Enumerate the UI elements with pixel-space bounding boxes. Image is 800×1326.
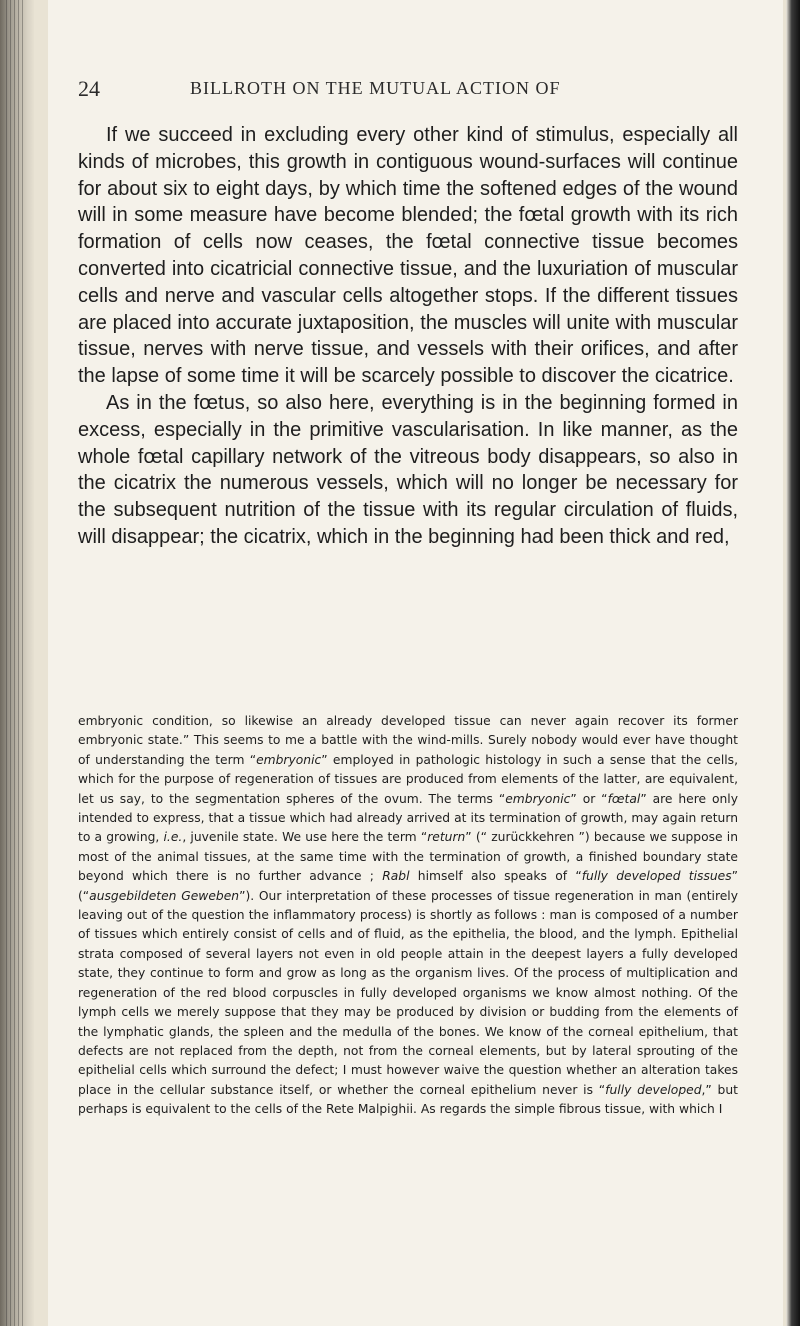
footnote-italic: return [427, 830, 466, 845]
footnote-text: ,” but perhaps is equivalent to the cells of the Rete Malpighii. As regards the simple fibrous tissue, with which I [78, 1082, 738, 1117]
footnote-italic: fœtal [607, 791, 641, 806]
page-header [78, 72, 738, 108]
page-edge-shadow [786, 0, 800, 1326]
footnote-text: , juvenile state. We use here the term “ [182, 830, 428, 845]
footnote-text: ” (“ zurückkehren ”) because we suppose in most of the animal tissues, at the same time with the termination of growth, a finished boundary state beyond which there is no further advance ; [78, 830, 738, 884]
footnote-text: ” or “ [570, 791, 608, 806]
footnote-italic: embryonic [505, 791, 571, 806]
footnote-text: ” employed in pathologic histology in such a sense that the cells, which for the purpose of regeneration of tissues are produced from elements of the latter, are equivalent, let us say, to the segmentation spheres of the ovum. The terms “ [78, 752, 738, 806]
page-number: 24 [78, 76, 100, 101]
paragraph-1: If we succeed in excluding every other kind of stimulus, especially all kinds of microbes, this growth in contiguous wound-surfaces will continue for about six to eight days, by which time the softened edges of the wound will in some measure have become blended; the fœtal growth with its rich formation of cells now ceases, the fœtal connective tissue becomes converted into cicatricial connective tissue, and the luxuriation of muscular cells and nerve and vascular cells altogether stops. If the different tissues are placed into accurate juxtaposition, the muscles will unite with muscular tissue, nerves with nerve tissue, and vessels with their orifices, and after the lapse of some time it will be scarcely possible to discover the cicatrice. [78, 124, 738, 388]
footnote-italic: Rabl [382, 869, 410, 884]
footnote-italic: fully developed tissues [581, 869, 732, 884]
main-text [78, 122, 738, 551]
running-head: BILLROTH ON THE MUTUAL ACTION OF [190, 78, 561, 98]
footnote [78, 712, 738, 1120]
footnote-text: ”). Our interpretation of these processes of tissue regeneration in man (entirely leaving out of the question the inflammatory process) is shortly as follows : man is composed of a number of tissues which entirely consist of cells and of fluid, as the epithelia, the blood, and the lymph. Epithelial strata composed of several layers not even in old people attain in the deepest layers a fully developed state, they continue to form and grow as long as the organism lives. Of the process of multiplication and regeneration of the red blood corpuscles in fully developed organisms we know almost nothing. Of the lymph cells we merely suppose that they may be produced by division or budding from the elements of the lymphatic glands, the spleen and the medulla of the bones. We know of the corneal epithelium, that defects are not replaced from the depth, not from the corneal elements, but by lateral sprouting of the epithelial cells which surround the defect; I must however waive the question whether an alteration takes place in the cellular substance itself, or whether the corneal epithelium never is “ [78, 888, 738, 1097]
footnote-text: embryonic condition, so likewise an already developed tissue can never again recover its former embryonic state.” This seems to me a battle with the wind-mills. Surely nobody would ever have thought of understanding the term “ [78, 714, 738, 767]
footnote-italic: i.e. [163, 830, 183, 845]
footnote-italic: ausgebildeten Geweben [89, 888, 240, 903]
footnote-text: ” (“ [78, 869, 739, 903]
book-binding-texture [6, 0, 26, 1326]
footnote-italic: embryonic [256, 752, 322, 767]
footnote-paragraph [78, 712, 738, 1120]
footnote-text: ” are here only intended to express, that a tissue which had already arrived at its termination of growth, may again return to a growing, [78, 791, 739, 845]
footnote-italic: fully developed [605, 1082, 702, 1097]
paragraph-2: As in the fœtus, so also here, everything is in the beginning formed in excess, especially in the primitive vascularisation. In like manner, as the whole fœtal capillary network of the vitreous body disappears, so also in the cicatrix the numerous vessels, which will no longer be necessary for the subsequent nutrition of the tissue with its regular circulation of fluids, will disappear; the cicatrix, which in the beginning had been thick and red, [78, 391, 738, 548]
footnote-text: himself also speaks of “ [409, 869, 582, 884]
